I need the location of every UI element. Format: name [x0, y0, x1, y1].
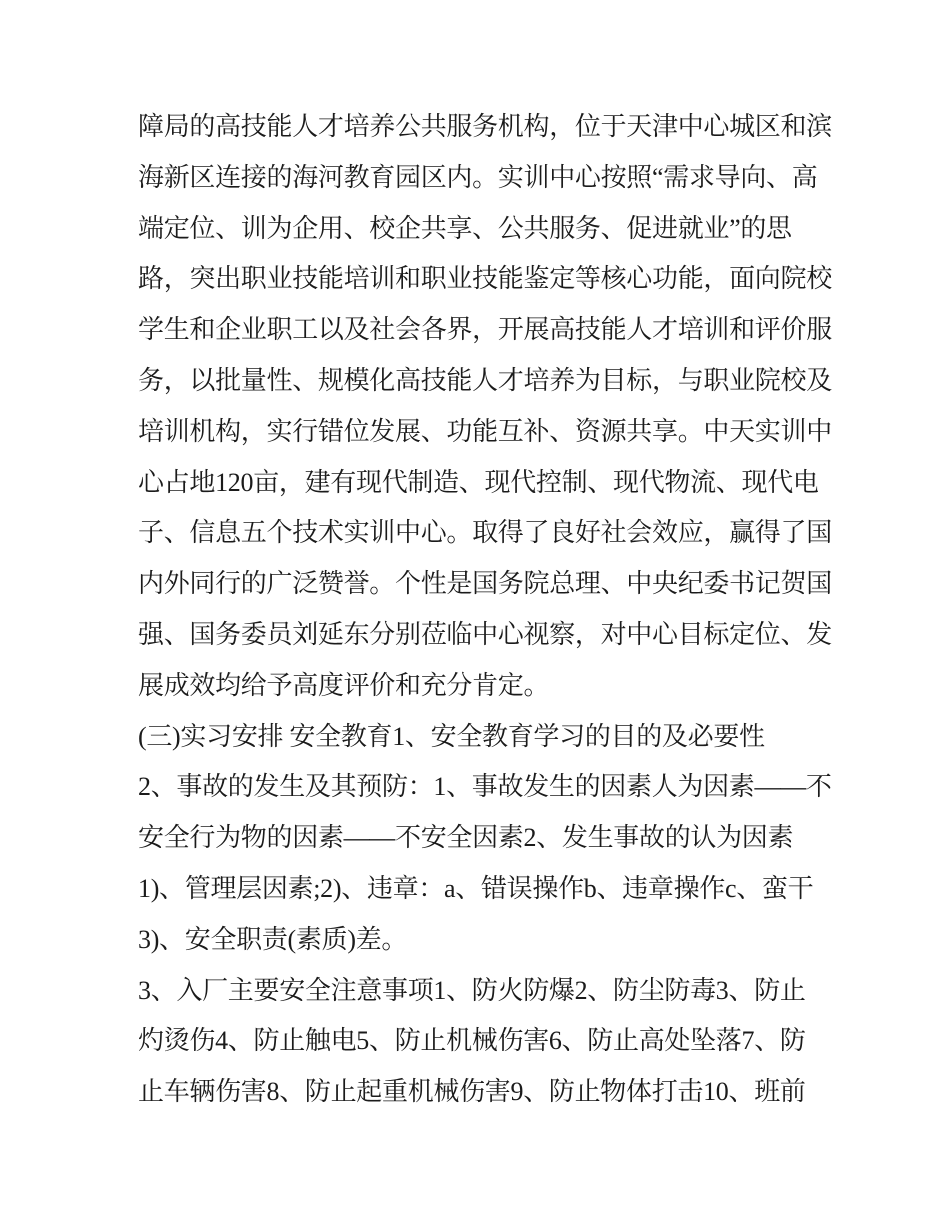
text-line: 路，突出职业技能培训和职业技能鉴定等核心功能，面向院校	[138, 264, 832, 294]
text-line: 海新区连接的海河教育园区内。实训中心按照“需求导向、高	[138, 162, 818, 192]
text-line: 灼烫伤4、防止触电5、防止机械伤害6、防止高处坠落7、防	[138, 1026, 806, 1056]
text-line: 强、国务委员刘延东分别莅临中心视察，对中心目标定位、发	[138, 619, 832, 649]
text-line: 1)、管理层因素;2)、违章：a、错误操作b、违章操作c、蛮干	[138, 873, 814, 903]
text-line: 务，以批量性、规模化高技能人才培养为目标，与职业院校及	[138, 365, 832, 395]
text-line: 端定位、训为企用、校企共享、公共服务、促进就业”的思	[138, 213, 792, 243]
text-line: 安全行为物的因素——不安全因素2、发生事故的认为因素	[138, 823, 794, 853]
text-line: 学生和企业职工以及社会各界，开展高技能人才培训和评价服	[138, 315, 832, 345]
text-line: 障局的高技能人才培养公共服务机构，位于天津中心城区和滨	[138, 112, 832, 141]
text-line: 3)、安全职责(素质)差。	[138, 924, 408, 954]
text-line: 内外同行的广泛赞誉。个性是国务院总理、中央纪委书记贺国	[138, 569, 832, 599]
text-line: 心占地120亩，建有现代制造、现代控制、现代物流、现代电	[138, 467, 819, 497]
text-line: (三)实习安排 安全教育1、安全教育学习的目的及必要性	[138, 721, 765, 751]
text-line: 3、入厂主要安全注意事项1、防火防爆2、防尘防毒3、防止	[138, 975, 806, 1005]
text-line: 展成效均给予高度评价和充分肯定。	[138, 670, 550, 700]
document-text-block	[138, 102, 850, 1118]
text-line: 子、信息五个技术实训中心。取得了良好社会效应，赢得了国	[138, 518, 832, 548]
text-line: 2、事故的发生及其预防：1、事故发生的因素人为因素——不	[138, 772, 832, 802]
text-line: 培训机构，实行错位发展、功能互补、资源共享。中天实训中	[138, 416, 832, 446]
text-line: 止车辆伤害8、防止起重机械伤害9、防止物体打击10、班前	[138, 1077, 806, 1107]
